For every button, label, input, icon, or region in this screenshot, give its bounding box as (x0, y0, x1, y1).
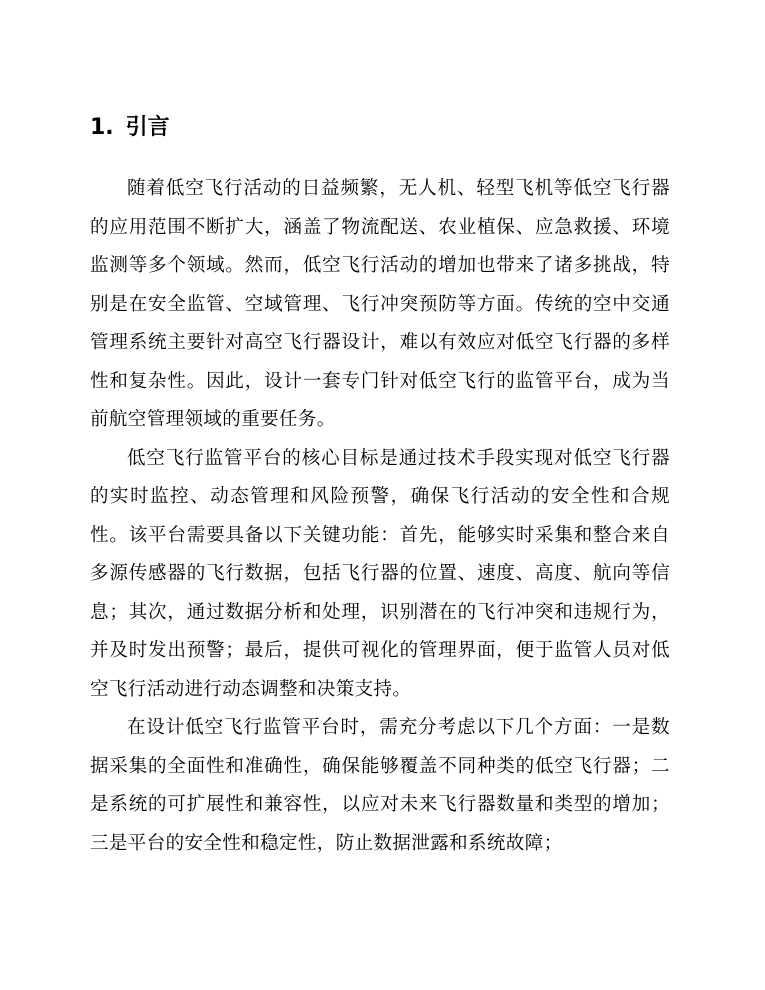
section-heading (90, 113, 170, 143)
paragraph-2: 低空飞行监管平台的核心目标是通过技术手段实现对低空飞行器的实时监控、动态管理和风险预警，确保飞行活动的安全性和合规性。该平台需要具备以下关键功能：首先，能够实时采集和整合来自多源传感器的飞行数据，包括飞行器的位置、速度、高度、航向等信息；其次，通过数据分析和处理，识别潜在的飞行冲突和违规行为，并及时发出预警；最后，提供可视化的管理界面，便于监管人员对低空飞行活动进行动态调整和决策支持。 (90, 447, 670, 700)
section-number: 1. (90, 115, 114, 140)
body-text (90, 170, 670, 863)
paragraph-1: 随着低空飞行活动的日益频繁，无人机、轻型飞机等低空飞行器的应用范围不断扩大，涵盖了物流配送、农业植保、应急救援、环境监测等多个领域。然而，低空飞行活动的增加也带来了诸多挑战，特别是在安全监管、空域管理、飞行冲突预防等方面。传统的空中交通管理系统主要针对高空飞行器设计，难以有效应对低空飞行器的多样性和复杂性。因此，设计一套专门针对低空飞行的监管平台，成为当前航空管理领域的重要任务。 (90, 178, 670, 430)
section-title: 引言 (125, 115, 170, 140)
paragraph-3: 在设计低空飞行监管平台时，需充分考虑以下几个方面：一是数据采集的全面性和准确性，确保能够覆盖不同种类的低空飞行器；二是系统的可扩展性和兼容性，以应对未来飞行器数量和类型的增加；三是平台的安全性和稳定性，防止数据泄露和系统故障； (90, 717, 670, 854)
